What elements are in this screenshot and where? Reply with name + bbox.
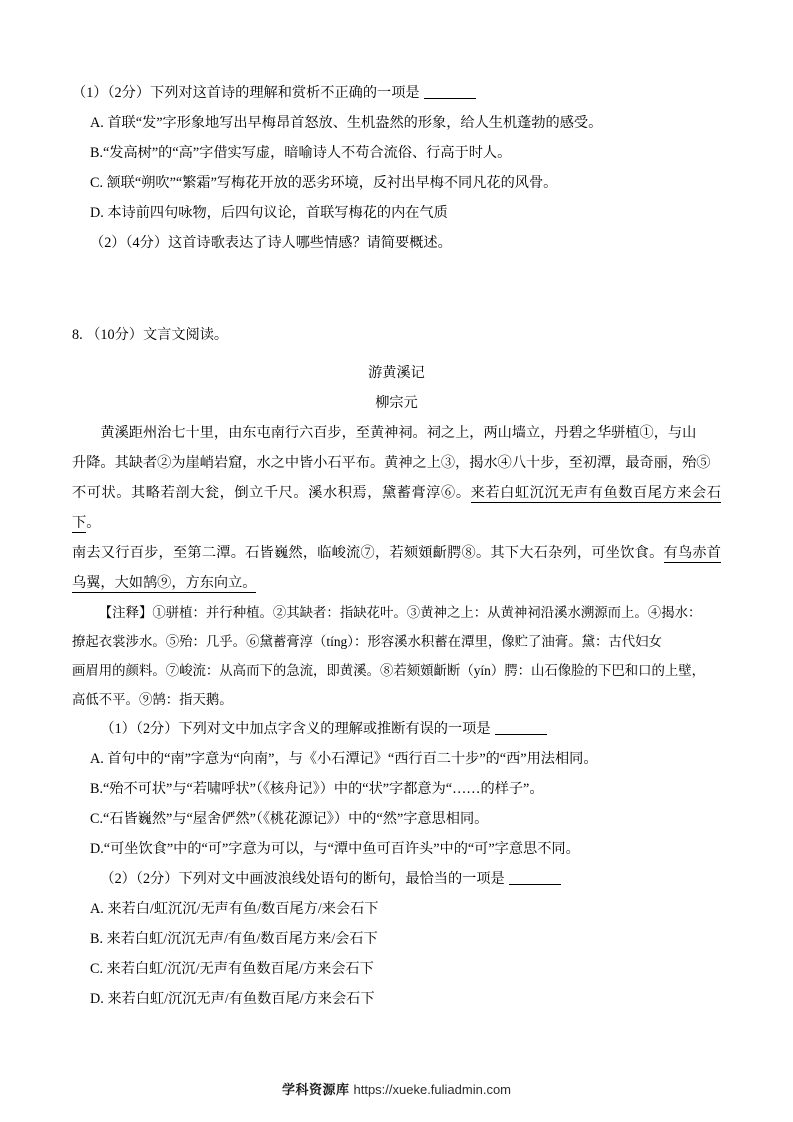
section8-q1-option-d: D.“可坐饮食”中的“可”字意为可以，与“潭中鱼可百许头”中的“可”字意思不同。 bbox=[90, 841, 580, 857]
passage-author: 柳宗元 bbox=[375, 395, 418, 411]
poem-question-2-stem: （2）（4分）这首诗歌表达了诗人哪些情感？请简要概述。 bbox=[90, 235, 452, 251]
section8-question-2-text: （2）（2分）下列对文中画波浪线处语句的断句，最恰当的一项是 bbox=[100, 871, 505, 887]
passage-paragraph-line-2: 升降。其缺者②为崖峭岩窟，水之中皆小石平布。黄神之上③，揭水④八十步，至初潭，最奇丽，殆⑤ bbox=[72, 455, 711, 471]
section-heading-text: （10分）文言文阅读。 bbox=[86, 327, 229, 343]
spacer bbox=[72, 350, 721, 358]
section8-q2-option-d: D. 来若白虹/沉沉无声/有鱼数百尾/方来会石下 bbox=[90, 991, 375, 1007]
poem-option-b: B.“发高树”的“高”字借实写虚，暗喻诗人不苟合流俗、行高于时人。 bbox=[90, 145, 512, 161]
section8-q1-option-c: C.“石皆巍然”与“屋舍俨然”（《桃花源记》）中的“然”字意思相同。 bbox=[90, 811, 489, 827]
passage-title: 游黄溪记 bbox=[368, 365, 425, 381]
notes-line-1: 【注释】①骈植：并行种植。②其缺者：指缺花叶。③黄神之上：从黄神祠沿溪水溯源而上。④揭水： bbox=[98, 605, 702, 620]
notes-line-4: 高低不平。⑨鹄：指天鹅。 bbox=[72, 692, 233, 707]
poem-question-1-text: （1）（2分）下列对这首诗的理解和赏析不正确的一项是 bbox=[72, 85, 420, 101]
footer-url: https://xueke.fuliadmin.com bbox=[353, 1082, 512, 1097]
passage-paragraph-line-1: 黄溪距州治七十里，由东屯南行六百步，至黄神祠。祠之上，两山墙立，丹碧之华骈植①，与山 bbox=[100, 425, 697, 441]
section8-q1-option-b: B.“殆不可状”与“若啸呼状”（《核舟记》）中的“状”字都意为“……的样子”。 bbox=[90, 781, 544, 797]
section-8-heading bbox=[72, 320, 721, 350]
notes-line-2: 撩起衣裳涉水。⑤殆：几乎。⑥黛蓄膏淳（tíng）：形容溪水积蓄在潭里，像贮了油膏。黛：古代妇女 bbox=[72, 634, 662, 649]
poem-option-c: C. 颔联“朔吹”“繁霜”写梅花开放的恶劣环境，反衬出早梅不同凡花的风骨。 bbox=[90, 175, 558, 191]
footer-brand: 学科资源库 bbox=[281, 1082, 350, 1097]
underlined-sentence-2: 有鸟赤首乌翼，大如鹄⑨，方东向立。 bbox=[72, 545, 721, 591]
section8-question-1-text: （1）（2分）下列对文中加点字含义的理解或推断有误的一项是 bbox=[100, 721, 491, 737]
section-number: 8. bbox=[72, 327, 83, 343]
passage-paragraph-line-4 bbox=[72, 538, 721, 598]
section8-question-1-stem bbox=[72, 714, 721, 744]
section8-q2-option-c: C. 来若白虹/沉沉/无声有鱼数百尾/方来会石下 bbox=[90, 961, 374, 977]
passage-text-2: 南去又行百步，至第二潭。石皆巍然，临峻流⑦，若颏頞齗腭⑧。其下大石杂列，可坐饮食。 bbox=[72, 545, 664, 561]
section8-q2-option-a: A. 来若白/虹沉沉/无声有鱼/数百尾方/来会石下 bbox=[90, 901, 379, 917]
poem-option-d: D. 本诗前四句咏物，后四句议论，首联写梅花的内在气质 bbox=[90, 205, 448, 221]
section8-q1-option-a: A. 首句中的“南”字意为“向南”，与《小石潭记》“西行百二十步”的“西”用法相同。 bbox=[90, 751, 598, 767]
answer-blank-2 bbox=[495, 734, 547, 735]
page-footer bbox=[0, 1079, 793, 1098]
passage-text: 不可状。其略若剖大瓮，倒立千尺。溪水积焉，黛蓄膏淳⑥。 bbox=[72, 485, 471, 501]
answer-blank-3 bbox=[509, 884, 561, 885]
passage-text-tail: 。 bbox=[86, 515, 101, 531]
passage-paragraph-line-3 bbox=[72, 478, 721, 538]
wavy-underlined-sentence: 来若白虹沉沉无声有鱼数百尾方来会石下 bbox=[72, 485, 721, 531]
poem-question-1-stem bbox=[72, 78, 721, 108]
section-spacer bbox=[72, 258, 721, 320]
notes-line-3: 画眉用的颜料。⑦峻流：从高而下的急流，即黄溪。⑧若颏頞齗断（yín）腭：山石像脸的下巴和口的上壁， bbox=[72, 663, 706, 678]
poem-option-a: A. 首联“发”字形象地写出早梅昂首怒放、生机盎然的形象，给人生机蓬勃的感受。 bbox=[90, 115, 603, 131]
section8-question-2-stem bbox=[72, 864, 721, 894]
section8-q2-option-b: B. 来若白虹/沉沉无声/有鱼/数百尾方来/会石下 bbox=[90, 931, 378, 947]
answer-blank bbox=[424, 98, 476, 99]
